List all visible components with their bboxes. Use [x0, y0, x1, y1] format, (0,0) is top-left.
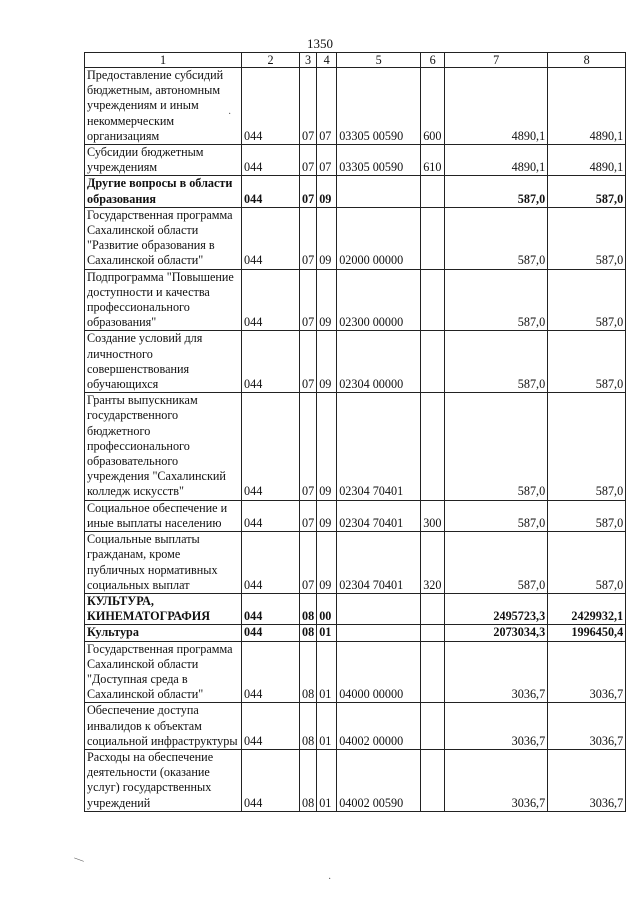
cell-v2022: 4890,1 — [445, 145, 548, 176]
cell-vr: 610 — [421, 145, 445, 176]
header-cell: 5 — [337, 53, 421, 68]
cell-pr: 09 — [317, 269, 337, 331]
cell-rz: 07 — [300, 207, 317, 269]
cell-csr: 03305 00590 — [337, 68, 421, 145]
cell-name: КУЛЬТУРА, КИНЕМАТОГРАФИЯ — [85, 593, 242, 624]
cell-v2023: 587,0 — [548, 331, 626, 393]
cell-csr: 02304 70401 — [337, 500, 421, 531]
cell-v2023: 4890,1 — [548, 145, 626, 176]
table-row — [85, 145, 626, 176]
cell-ved: 044 — [242, 393, 300, 500]
cell-rz: 08 — [300, 593, 317, 624]
cell-ved: 044 — [242, 269, 300, 331]
cell-rz: 07 — [300, 269, 317, 331]
table-row — [85, 500, 626, 531]
cell-v2023: 587,0 — [548, 393, 626, 500]
table-row — [85, 593, 626, 624]
cell-csr — [337, 176, 421, 207]
table-row — [85, 176, 626, 207]
cell-v2022: 4890,1 — [445, 68, 548, 145]
scan-stroke: — — [72, 852, 86, 867]
cell-v2022: 2495723,3 — [445, 593, 548, 624]
cell-rz: 07 — [300, 532, 317, 594]
cell-pr: 09 — [317, 500, 337, 531]
cell-pr: 07 — [317, 68, 337, 145]
cell-rz: 07 — [300, 331, 317, 393]
cell-pr: 09 — [317, 207, 337, 269]
cell-name: Государственная программа Сахалинской области "Развитие образования в Сахалинской области" — [85, 207, 242, 269]
cell-csr — [337, 593, 421, 624]
cell-csr: 02304 70401 — [337, 393, 421, 500]
cell-ved: 044 — [242, 68, 300, 145]
cell-csr: 04002 00000 — [337, 703, 421, 750]
cell-ved: 044 — [242, 207, 300, 269]
cell-rz: 07 — [300, 393, 317, 500]
cell-name: Культура — [85, 625, 242, 641]
cell-ved: 044 — [242, 500, 300, 531]
scan-speck: · — [328, 874, 332, 885]
cell-name: Создание условий для личностного совершенствования обучающихся — [85, 331, 242, 393]
cell-csr: 02300 00000 — [337, 269, 421, 331]
cell-csr: 04000 00000 — [337, 641, 421, 703]
cell-ved: 044 — [242, 703, 300, 750]
cell-name: Государственная программа Сахалинской области "Доступная среда в Сахалинской области" — [85, 641, 242, 703]
header-cell: 4 — [317, 53, 337, 68]
cell-pr: 00 — [317, 593, 337, 624]
cell-vr — [421, 207, 445, 269]
cell-name: Предоставление субсидий бюджетным, автономным учреждениям и иным некоммерческим организациям — [85, 68, 242, 145]
table-row — [85, 749, 626, 811]
cell-vr: 600 — [421, 68, 445, 145]
cell-ved: 044 — [242, 176, 300, 207]
cell-name: Субсидии бюджетным учреждениям — [85, 145, 242, 176]
cell-rz: 07 — [300, 500, 317, 531]
cell-v2023: 3036,7 — [548, 749, 626, 811]
cell-ved: 044 — [242, 625, 300, 641]
header-row — [85, 53, 626, 68]
header-cell: 2 — [242, 53, 300, 68]
cell-rz: 07 — [300, 176, 317, 207]
cell-name: Социальное обеспечение и иные выплаты населению — [85, 500, 242, 531]
table-body — [85, 53, 626, 812]
table-row — [85, 532, 626, 594]
header-cell: 3 — [300, 53, 317, 68]
cell-v2023: 587,0 — [548, 500, 626, 531]
cell-pr: 01 — [317, 641, 337, 703]
cell-v2022: 587,0 — [445, 532, 548, 594]
cell-v2023: 587,0 — [548, 207, 626, 269]
cell-pr: 09 — [317, 393, 337, 500]
scan-speck: · — [228, 109, 232, 120]
cell-v2023: 4890,1 — [548, 68, 626, 145]
table-row — [85, 703, 626, 750]
table-row — [85, 625, 626, 641]
cell-vr — [421, 176, 445, 207]
cell-v2022: 3036,7 — [445, 749, 548, 811]
cell-pr: 01 — [317, 625, 337, 641]
cell-vr — [421, 393, 445, 500]
cell-v2023: 587,0 — [548, 269, 626, 331]
cell-v2023: 587,0 — [548, 176, 626, 207]
cell-rz: 08 — [300, 625, 317, 641]
cell-v2023: 2429932,1 — [548, 593, 626, 624]
budget-table — [84, 52, 626, 812]
cell-vr: 300 — [421, 500, 445, 531]
cell-ved: 044 — [242, 145, 300, 176]
cell-csr: 02304 70401 — [337, 532, 421, 594]
cell-csr: 02000 00000 — [337, 207, 421, 269]
cell-ved: 044 — [242, 331, 300, 393]
cell-v2022: 587,0 — [445, 393, 548, 500]
cell-rz: 07 — [300, 68, 317, 145]
cell-v2023: 587,0 — [548, 532, 626, 594]
cell-pr: 01 — [317, 749, 337, 811]
cell-v2023: 3036,7 — [548, 703, 626, 750]
cell-v2023: 1996450,4 — [548, 625, 626, 641]
cell-vr — [421, 331, 445, 393]
table-row — [85, 269, 626, 331]
cell-vr — [421, 703, 445, 750]
cell-pr: 09 — [317, 532, 337, 594]
table-row — [85, 68, 626, 145]
cell-name: Другие вопросы в области образования — [85, 176, 242, 207]
cell-rz: 08 — [300, 703, 317, 750]
cell-rz: 08 — [300, 641, 317, 703]
cell-pr: 07 — [317, 145, 337, 176]
cell-name: Подпрограмма "Повышение доступности и качества профессионального образования" — [85, 269, 242, 331]
header-cell: 1 — [85, 53, 242, 68]
cell-ved: 044 — [242, 749, 300, 811]
table-row — [85, 331, 626, 393]
cell-ved: 044 — [242, 641, 300, 703]
cell-rz: 07 — [300, 145, 317, 176]
cell-vr — [421, 625, 445, 641]
cell-v2023: 3036,7 — [548, 641, 626, 703]
header-cell: 6 — [421, 53, 445, 68]
cell-ved: 044 — [242, 593, 300, 624]
cell-csr — [337, 625, 421, 641]
cell-pr: 09 — [317, 176, 337, 207]
cell-ved: 044 — [242, 532, 300, 594]
cell-csr: 02304 00000 — [337, 331, 421, 393]
cell-pr: 09 — [317, 331, 337, 393]
cell-csr: 03305 00590 — [337, 145, 421, 176]
cell-name: Гранты выпускникам государственного бюджетного профессионального образовательного учреждения "Сахалинский колледж искусств" — [85, 393, 242, 500]
cell-vr: 320 — [421, 532, 445, 594]
cell-csr: 04002 00590 — [337, 749, 421, 811]
table-row — [85, 393, 626, 500]
cell-rz: 08 — [300, 749, 317, 811]
cell-name: Социальные выплаты гражданам, кроме публичных нормативных социальных выплат — [85, 532, 242, 594]
cell-name: Обеспечение доступа инвалидов к объектам социальной инфраструктуры — [85, 703, 242, 750]
cell-v2022: 587,0 — [445, 331, 548, 393]
cell-v2022: 2073034,3 — [445, 625, 548, 641]
table-row — [85, 207, 626, 269]
cell-name: Расходы на обеспечение деятельности (оказание услуг) государственных учреждений — [85, 749, 242, 811]
cell-vr — [421, 641, 445, 703]
cell-v2022: 3036,7 — [445, 703, 548, 750]
cell-v2022: 587,0 — [445, 500, 548, 531]
cell-vr — [421, 749, 445, 811]
header-cell: 7 — [445, 53, 548, 68]
cell-v2022: 587,0 — [445, 207, 548, 269]
cell-v2022: 587,0 — [445, 269, 548, 331]
page-number: 1350 — [307, 36, 333, 51]
cell-vr — [421, 593, 445, 624]
table-row — [85, 641, 626, 703]
header-cell: 8 — [548, 53, 626, 68]
cell-v2022: 3036,7 — [445, 641, 548, 703]
cell-v2022: 587,0 — [445, 176, 548, 207]
cell-pr: 01 — [317, 703, 337, 750]
cell-vr — [421, 269, 445, 331]
